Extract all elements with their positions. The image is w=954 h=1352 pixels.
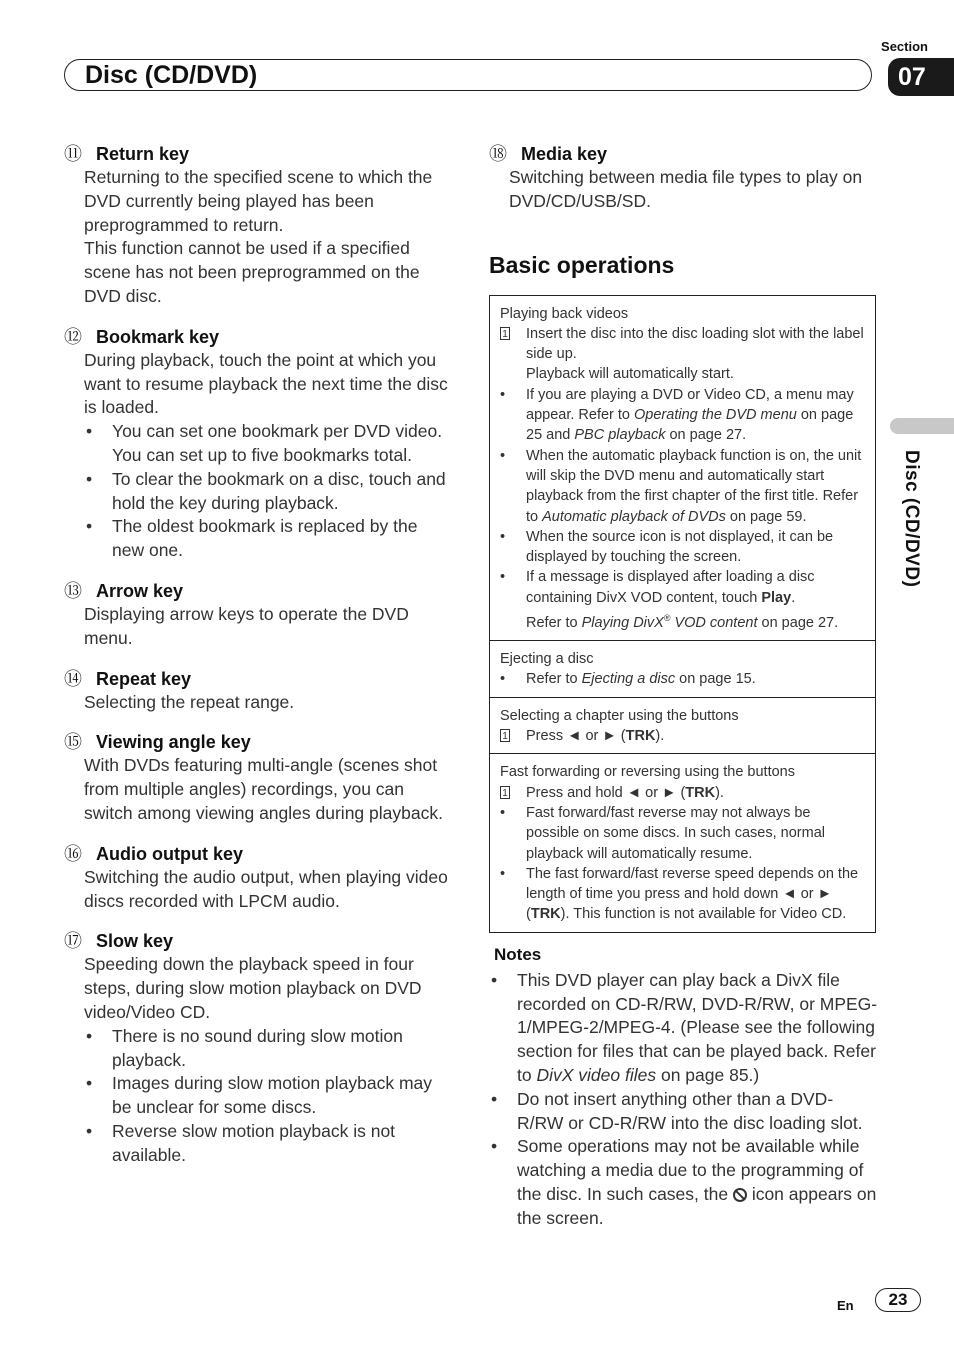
section-heading: Basic operations xyxy=(489,251,675,278)
bullet-text: . xyxy=(791,589,796,606)
side-tab-marker xyxy=(890,418,954,434)
bullet-text: If you are playing a DVD or Video CD, a menu may appear. Refer to xyxy=(526,386,854,424)
chapter-title: Disc (CD/DVD) xyxy=(85,61,258,89)
item-title: Slow key xyxy=(96,931,174,952)
item-heading xyxy=(64,730,454,754)
bullet-mark: • xyxy=(491,1136,498,1157)
key-item xyxy=(64,730,454,825)
item-heading xyxy=(64,842,454,866)
button-name: TRK xyxy=(625,728,656,745)
item-number: ⑫ xyxy=(64,326,82,347)
item-title: Return key xyxy=(96,144,190,164)
step-text: ). xyxy=(655,728,665,745)
bullet-mark: • xyxy=(500,447,506,464)
bullet-row xyxy=(84,1120,454,1168)
bullet-text: The fast forward/fast reverse speed depends on the length of time you press and hold down ◄ or ► ( xyxy=(526,865,859,923)
bullet-text: Fast forward/fast reverse may not always be possible on some discs. In such cases, normal playback will automatically resume. xyxy=(526,804,825,862)
button-name: Play xyxy=(761,589,792,606)
operations-box xyxy=(489,295,876,933)
bullet-text: on page 59. xyxy=(725,508,807,525)
bullet-text: Images during slow motion playback may be unclear for some discs. xyxy=(112,1073,433,1118)
item-title: Viewing angle key xyxy=(96,732,251,753)
item-title: Audio output key xyxy=(96,843,243,864)
bullet-row xyxy=(500,803,865,864)
section-label: Section xyxy=(881,39,928,54)
item-title: Bookmark key xyxy=(96,326,220,347)
bullet-row xyxy=(84,1072,454,1120)
bullet-mark: • xyxy=(500,865,506,882)
step-row xyxy=(500,726,865,746)
item-heading xyxy=(64,929,454,953)
box-section-title: Fast forwarding or reversing using the buttons xyxy=(500,764,795,781)
step-number: 1 xyxy=(500,786,510,799)
key-item xyxy=(64,842,454,914)
key-item xyxy=(64,929,454,1167)
page-number: 23 xyxy=(875,1288,921,1312)
bullet-row xyxy=(500,669,865,689)
bullet-text: To clear the bookmark on a disc, touch and hold the key during playback. xyxy=(112,468,446,513)
bullet-row xyxy=(84,515,454,563)
bullet-mark: • xyxy=(86,516,93,537)
cross-reference: PBC playback xyxy=(574,427,666,444)
box-section-title: Ejecting a disc xyxy=(500,651,594,668)
item-description: Returning to the specified scene to which the DVD currently being played has been preprogrammed to return. xyxy=(84,167,433,235)
item-heading xyxy=(64,325,454,349)
bullet-text: Reverse slow motion playback is not available. xyxy=(112,1120,396,1165)
step-text: ). xyxy=(715,784,724,801)
bullet-mark: • xyxy=(86,1025,93,1046)
box-section-playing xyxy=(490,296,875,641)
step-text: Insert the disc into the disc loading slot with the label side up. xyxy=(526,325,864,363)
bullet-text: There is no sound during slow motion playback. xyxy=(112,1025,403,1070)
key-item xyxy=(64,579,454,651)
bullet-row xyxy=(84,468,454,516)
key-item xyxy=(64,142,454,309)
note-text: on page 85.) xyxy=(656,1064,760,1085)
item-heading xyxy=(489,142,879,166)
bullet-row xyxy=(500,446,865,527)
bullet-row xyxy=(500,527,865,568)
bullet-mark: • xyxy=(86,1073,93,1094)
cross-reference: DivX video files xyxy=(536,1064,657,1085)
cross-reference: VOD content xyxy=(670,614,758,631)
bullet-text: on page 27. xyxy=(757,614,839,631)
bullet-text: You can set one bookmark per DVD video. You can set up to five bookmarks total. xyxy=(112,421,443,465)
bullet-text: ). This function is not available for Video CD. xyxy=(560,906,847,923)
bullet-row xyxy=(500,864,865,925)
item-description: Speeding down the playback speed in four steps, during slow motion playback on DVD video/Video CD. xyxy=(84,954,422,1022)
bullet-row xyxy=(500,385,865,446)
note-text: This DVD player can play back a DivX file recorded on CD-R/RW, DVD-R/RW, or MPEG-1/MPEG-2/MPEG-4. (Please see the following section for files that can be played back. Refer to xyxy=(517,969,878,1085)
bullet-text: Refer to xyxy=(526,671,582,688)
bullet-text: The oldest bookmark is replaced by the new one. xyxy=(112,516,418,561)
bullet-continuation xyxy=(526,608,865,633)
notes-heading: Notes xyxy=(494,944,542,964)
button-name: TRK xyxy=(530,906,561,923)
item-description: Selecting the repeat range. xyxy=(84,691,295,712)
item-description: Switching the audio output, when playing video discs recorded with LPCM audio. xyxy=(84,866,448,911)
item-description: Switching between media file types to play on DVD/CD/USB/SD. xyxy=(509,167,863,211)
note-item xyxy=(489,1135,879,1230)
key-item xyxy=(64,325,454,563)
bullet-row xyxy=(84,420,454,468)
item-title: Media key xyxy=(521,144,608,164)
item-number: ⑯ xyxy=(64,843,82,864)
item-description: During playback, touch the point at which you want to resume playback the next time the disc is loaded. xyxy=(84,349,448,418)
bullet-mark: • xyxy=(86,468,93,489)
bullet-mark: • xyxy=(86,421,93,442)
item-number: ⑰ xyxy=(64,931,82,952)
item-number: ⑱ xyxy=(489,144,507,164)
note-text: icon appears on the screen. xyxy=(517,1183,877,1228)
item-number: ⑬ xyxy=(64,580,82,601)
bullet-row xyxy=(500,567,865,608)
bullet-text: Refer to xyxy=(526,614,582,631)
bullet-text: on page 15. xyxy=(675,671,756,688)
button-name: TRK xyxy=(685,784,716,801)
box-section-title: Selecting a chapter using the buttons xyxy=(500,707,739,724)
item-description: With DVDs featuring multi-angle (scenes shot from multiple angles) recordings, you can switch among viewing angles during playback. xyxy=(84,755,443,823)
bullet-text: When the source icon is not displayed, it can be displayed by touching the screen. xyxy=(526,528,834,566)
section-number: 07 xyxy=(888,58,954,96)
box-section-chapter xyxy=(490,697,875,754)
language-label: En xyxy=(837,1298,854,1313)
bullet-mark: • xyxy=(491,1088,498,1109)
right-column xyxy=(489,142,879,1231)
step-number: 1 xyxy=(500,327,510,340)
side-tab-label: Disc (CD/DVD) xyxy=(901,450,922,588)
step-continuation: Playback will automatically start. xyxy=(526,366,734,383)
step-row xyxy=(500,783,865,803)
note-item xyxy=(489,969,879,1088)
bullet-text: If a message is displayed after loading a disc containing DivX VOD content, touch xyxy=(526,569,815,606)
item-heading xyxy=(64,579,454,603)
step-text: Press and hold ◄ or ► ( xyxy=(526,784,686,801)
bullet-mark: • xyxy=(500,528,506,545)
cross-reference: Automatic playback of DVDs xyxy=(542,508,726,525)
note-item xyxy=(489,1088,879,1136)
cross-reference: Operating the DVD menu xyxy=(634,407,797,424)
chapter-title-bar xyxy=(64,59,872,91)
bullet-mark: • xyxy=(86,1120,93,1141)
box-section-ejecting xyxy=(490,640,875,697)
left-column xyxy=(64,142,454,1184)
step-text: Press ◄ or ► ( xyxy=(526,728,626,745)
item-number: ⑮ xyxy=(64,732,82,753)
cross-reference: Playing DivX xyxy=(581,614,664,631)
bullet-text: When the automatic playback function is on, the unit will skip the DVD menu and automatically start playback from the first chapter of the first title. Refer to xyxy=(526,447,862,525)
box-section-fast xyxy=(490,753,875,931)
item-number: ⑪ xyxy=(64,144,82,164)
bullet-mark: • xyxy=(500,804,506,821)
key-item xyxy=(64,667,454,715)
bullet-row xyxy=(84,1025,454,1073)
box-section-title: Playing back videos xyxy=(500,305,629,322)
note-text: Do not insert anything other than a DVD-R/RW or CD-R/RW into the disc loading slot. xyxy=(517,1088,863,1133)
bullet-mark: • xyxy=(500,386,506,403)
media-key-item xyxy=(489,142,879,214)
bullet-mark: • xyxy=(491,969,498,990)
step-row xyxy=(500,324,865,365)
item-heading xyxy=(64,667,454,691)
item-description: This function cannot be used if a specified scene has not been preprogrammed on the DVD disc. xyxy=(84,238,420,306)
item-description: Displaying arrow keys to operate the DVD menu. xyxy=(84,603,409,648)
bullet-text: on page 27. xyxy=(665,427,747,444)
bullet-mark: • xyxy=(500,569,506,586)
bullet-text: on page 25 and xyxy=(526,407,854,444)
step-number: 1 xyxy=(500,729,510,742)
cross-reference: Ejecting a disc xyxy=(581,671,676,688)
prohibited-icon xyxy=(733,1188,747,1202)
item-heading xyxy=(64,142,454,166)
note-text: Some operations may not be available while watching a media due to the programming of the disc. In such cases, the xyxy=(517,1136,864,1204)
registered-mark: ® xyxy=(663,613,671,624)
item-title: Arrow key xyxy=(96,580,184,601)
bullet-mark: • xyxy=(500,671,506,688)
item-title: Repeat key xyxy=(96,668,192,689)
item-number: ⑭ xyxy=(64,668,82,689)
